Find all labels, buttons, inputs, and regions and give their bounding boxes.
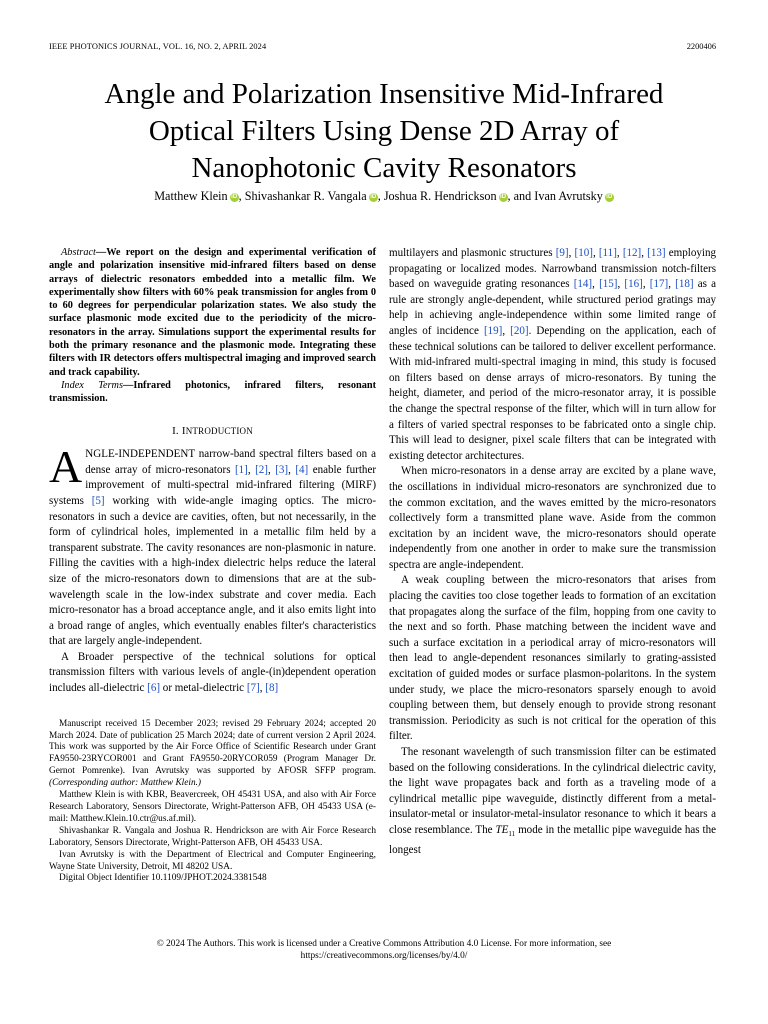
citation-link[interactable]: [14]	[573, 278, 593, 291]
author-separator: ,	[238, 189, 245, 203]
footnote: Ivan Avrutsky is with the Department of Electrical and Computer Engineering, Wayne State University, Detroit, MI 48202 USA.	[49, 849, 376, 872]
citation-link[interactable]: [18]	[675, 278, 694, 291]
footnote: Matthew Klein is with KBR, Beavercreek, OH 45431 USA, and also with Air Force Research Laboratory, Sensors Directorate, Wright-Patterson AFB, OH 45433 USA (e-mail: Matthew.Klein.10.ctr@us.af.mil).	[49, 790, 376, 824]
citation-link[interactable]: [12]	[622, 247, 642, 259]
abstract	[49, 246, 376, 379]
mode-subscript: 11	[508, 830, 516, 839]
section-number: I.	[172, 424, 179, 437]
paper-title	[0, 76, 768, 187]
citation-link[interactable]: [16]	[624, 278, 643, 291]
orcid-icon[interactable]: iD	[500, 194, 507, 200]
section-title-rest: NTRODUCTION	[185, 425, 253, 436]
body-paragraph: multilayers and plasmonic structures [9], [10], [11], [12], [13] employing propagating or localized modes. Narrowband transmission notch-filters based on waveguide grating resonances [14], [15], [16], [17], [18] as a rule are strongly angle-dependent, while structured period gratings may help in achieving angle-independence within some limited range of angles of incidence [19], [20]. Depending on the application, each of these technical solutions can be tailored to deliver excellent performance. With mid-infrared multi-spectral imaging in mind, this study is focused on filters based on dense arrays of micro-resonators. By tuning the height, diameter, and period of the micro-resonator array, it is possible the change the spectral response of the filter, which will in turn allow for a filters of varied spectral responses to be fabricated onto a single chip. This will lead to designer, pixel scale filters that can be integrated with existing detector architectures.	[389, 247, 717, 462]
author-name: Joshua R. Hendrickson	[383, 189, 497, 203]
body-paragraph: When micro-resonators in a dense array are excited by a plane wave, the oscillations in individual micro-resonators are synchronized due to the common excitation, and the waves emitted by the micro-resonators collectively form a transmitted plane wave. Aside from the common excitation by an incident wave, the micro-resonators should operate independently from one another in order to make sure the transmission spectra are angle-independent.	[389, 465, 716, 571]
orcid-icon[interactable]: iD	[231, 194, 238, 200]
citation-link[interactable]: [1]	[234, 463, 248, 476]
title-line: Nanophotonic Cavity Resonators	[191, 152, 577, 184]
footnote	[49, 719, 376, 790]
citation-link[interactable]: [11]	[598, 247, 617, 259]
orcid-icon[interactable]: iD	[370, 194, 377, 200]
footnotes	[49, 719, 376, 886]
intro-paragraph	[49, 650, 376, 697]
author-list	[0, 189, 768, 204]
footnote: Shivashankar R. Vangala and Joshua R. Hendrickson are with Air Force Research Laboratory, Sensors Directorate, Wright-Patterson AFB, OH 45433 USA.	[49, 825, 376, 848]
index-terms-label: Index Terms	[61, 379, 124, 391]
citation-link[interactable]: [19]	[483, 324, 503, 337]
body-paragraph: A weak coupling between the micro-resonators that arises from placing the cavities too close together leads to formation of an excitation that propagates along the surface of the film, hopping from one cavity to the next and so forth. Phase matching between the incident wave and such a surface excitation in a periodical array of micro-resonators will then lead to angle-dependent resonances similarly to grating-assisted excitation of guided modes or surface plasmon-polaritons. In the system under study, we place the micro-resonators sparsely enough to avoid coupling between them, but densely enough to provide strong resonant transmission. Periodicity as such is not critical for the operation of this filter.	[389, 574, 716, 743]
license-text: © 2024 The Authors. This work is licensed under a Creative Commons Attribution 4.0 License. For more information, see	[156, 939, 612, 949]
text-run: working with wide-angle imaging optics. The micro-resonators in such a device are cavities, often, but not necessarily, in the form of cylindrical holes, implemented in a metallic film held by a transparent substrate. The cavity resonances are non-plasmonic in nature. Filling the cavities with a high-index dielectric helps reduce the lateral size of the micro-resonators down to dimensions that are at the sub-wavelength scale in the low-index substrate and cover media. Each micro-resonator has a broad acceptance angle, and it also emits light into a broad range of angles, which eventually enables filter's characteristics that are largely angle-independent.	[49, 494, 377, 648]
body-paragraph	[389, 745, 716, 858]
intro-paragraph	[49, 441, 377, 650]
citation-link[interactable]: [17]	[649, 278, 669, 291]
text-run: Manuscript received 15 December 2023; revised 29 February 2024; accepted 20 March 2024. Date of publication 25 March 2024; date of current version 2 April 2024. This work was supported by the Air Force Office of Scientific Research under Grant FA9550-23RYCOR001 and Grant FA9550-20RYCOR059 (Program Manager Dr. Gernot Pomrenke). Ivan Avrutsky was supported by AFOSR SFFP program.	[49, 718, 376, 777]
section-title-initial: I	[181, 424, 186, 437]
text-run: enable further improvement of multi-spectral mid-infrared filtering (MIRF) systems	[49, 463, 377, 507]
text-run: A Broader perspective of the technical solutions for optical transmission filters with various levels of angle-(in)dependent operation includes all-dielectric	[49, 650, 376, 695]
citation-link[interactable]: [20]	[510, 324, 529, 337]
right-column	[389, 246, 716, 858]
corresponding-author: (Corresponding author: Matthew Klein.)	[49, 778, 202, 789]
author-separator: ,	[377, 189, 384, 203]
text-run: . Depending on the application, each of these technical solutions can be tailored to deliver excellent performance. With mid-infrared multi-spectral imaging in mind, this study is focused on filters based on dense arrays of micro-resonators. By tuning the height, diameter, and period of the micro-resonator array, it is possible the change the spectral response of the filter, which will in turn allow for a filters of varied spectral responses to be fabricated onto a single chip. This will lead to designer, pixel scale filters that can be integrated with existing detector architectures.	[389, 324, 716, 462]
text-run: employing propagating or localized modes. Narrowband transmission notch-filters based on waveguide grating resonances	[389, 247, 716, 291]
citation-link[interactable]: [8]	[265, 682, 279, 695]
citation-link[interactable]: [9]	[555, 247, 569, 259]
orcid-icon[interactable]: iD	[606, 194, 613, 200]
citation-link[interactable]: [2]	[255, 463, 268, 476]
text-run: The resonant wavelength of such transmission filter can be estimated based on the following considerations. In the cylindrical dielectric cavity, the light wave propagates back and forth as a traveling mode of a cylindrical metallic pipe waveguide, distinctly different from a metal-insulator-metal or insulator-metal-insulator resonance to which it bears a close resemblance. The	[389, 746, 716, 836]
citation-link[interactable]: [6]	[147, 682, 161, 695]
drop-cap: A	[49, 441, 83, 493]
author-name: Ivan Avrutsky	[534, 189, 603, 203]
text-run: mode in the metallic pipe waveguide has the longest	[389, 823, 717, 856]
index-terms-text: —Infrared photonics, infrared filters, resonant transmission.	[49, 379, 376, 405]
text-run: ,	[259, 682, 266, 695]
running-header: IEEE PHOTONICS JOURNAL, VOL. 16, NO. 2, APRIL 2024	[49, 42, 267, 51]
license-link[interactable]: https://creativecommons.org/licenses/by/4.0/	[300, 951, 468, 961]
citation-link[interactable]: [3]	[275, 463, 289, 476]
citation-link[interactable]: [10]	[574, 247, 593, 259]
title-line: Angle and Polarization Insensitive Mid-Infrared	[104, 78, 664, 110]
citation-link[interactable]: [7]	[246, 682, 260, 695]
citation-link[interactable]: [4]	[295, 463, 309, 476]
footnote: Digital Object Identifier 10.1109/JPHOT.2024.3381548	[59, 873, 267, 884]
text-run: ,	[247, 463, 256, 476]
text-run: or metal-dielectric	[160, 682, 247, 695]
text-run: multilayers and plasmonic structures	[389, 247, 556, 259]
text-run: ,	[267, 463, 276, 476]
license-notice	[0, 938, 768, 962]
text-run: ,	[288, 463, 296, 476]
citation-link[interactable]: [15]	[599, 278, 618, 291]
citation-link[interactable]: [13]	[647, 247, 666, 259]
text-run: NGLE-INDEPENDENT narrow-band spectral filters based on a dense array of micro-resonators	[85, 448, 376, 476]
index-terms	[49, 379, 376, 406]
article-number: 2200406	[686, 42, 716, 51]
author-separator: , and	[507, 189, 535, 203]
abstract-text: —We report on the design and experimental verification of angle and polarization insensitive mid-infrared filters based on dense arrays of dielectric resonators embedded into a metallic film. We experimentally show filters with 60% peak transmission for angles from 0 to 60 degrees for perpendicular polarization states. We also study the surface plasmonic mode excited due to the periodicity of the micro-resonators in the array. Simulations support the experimental results for both the primary resonance and the plasmonic mode. Integrating these filters with IR detectors offers multispectral imaging and improved search and track capability.	[49, 247, 376, 378]
citation-link[interactable]: [5]	[91, 494, 105, 507]
section-heading	[49, 424, 376, 440]
mode-symbol: TE	[495, 823, 509, 836]
author-name: Matthew Klein	[154, 189, 228, 203]
title-line: Optical Filters Using Dense 2D Array of	[148, 115, 620, 147]
abstract-label: Abstract	[61, 247, 96, 258]
author-name: Shivashankar R. Vangala	[244, 189, 367, 203]
text-run: as a rule are strongly angle-dependent, while structured period gratings may help in achieving angle-independence within some limited range of angles of incidence	[389, 278, 717, 337]
left-column	[49, 246, 376, 885]
